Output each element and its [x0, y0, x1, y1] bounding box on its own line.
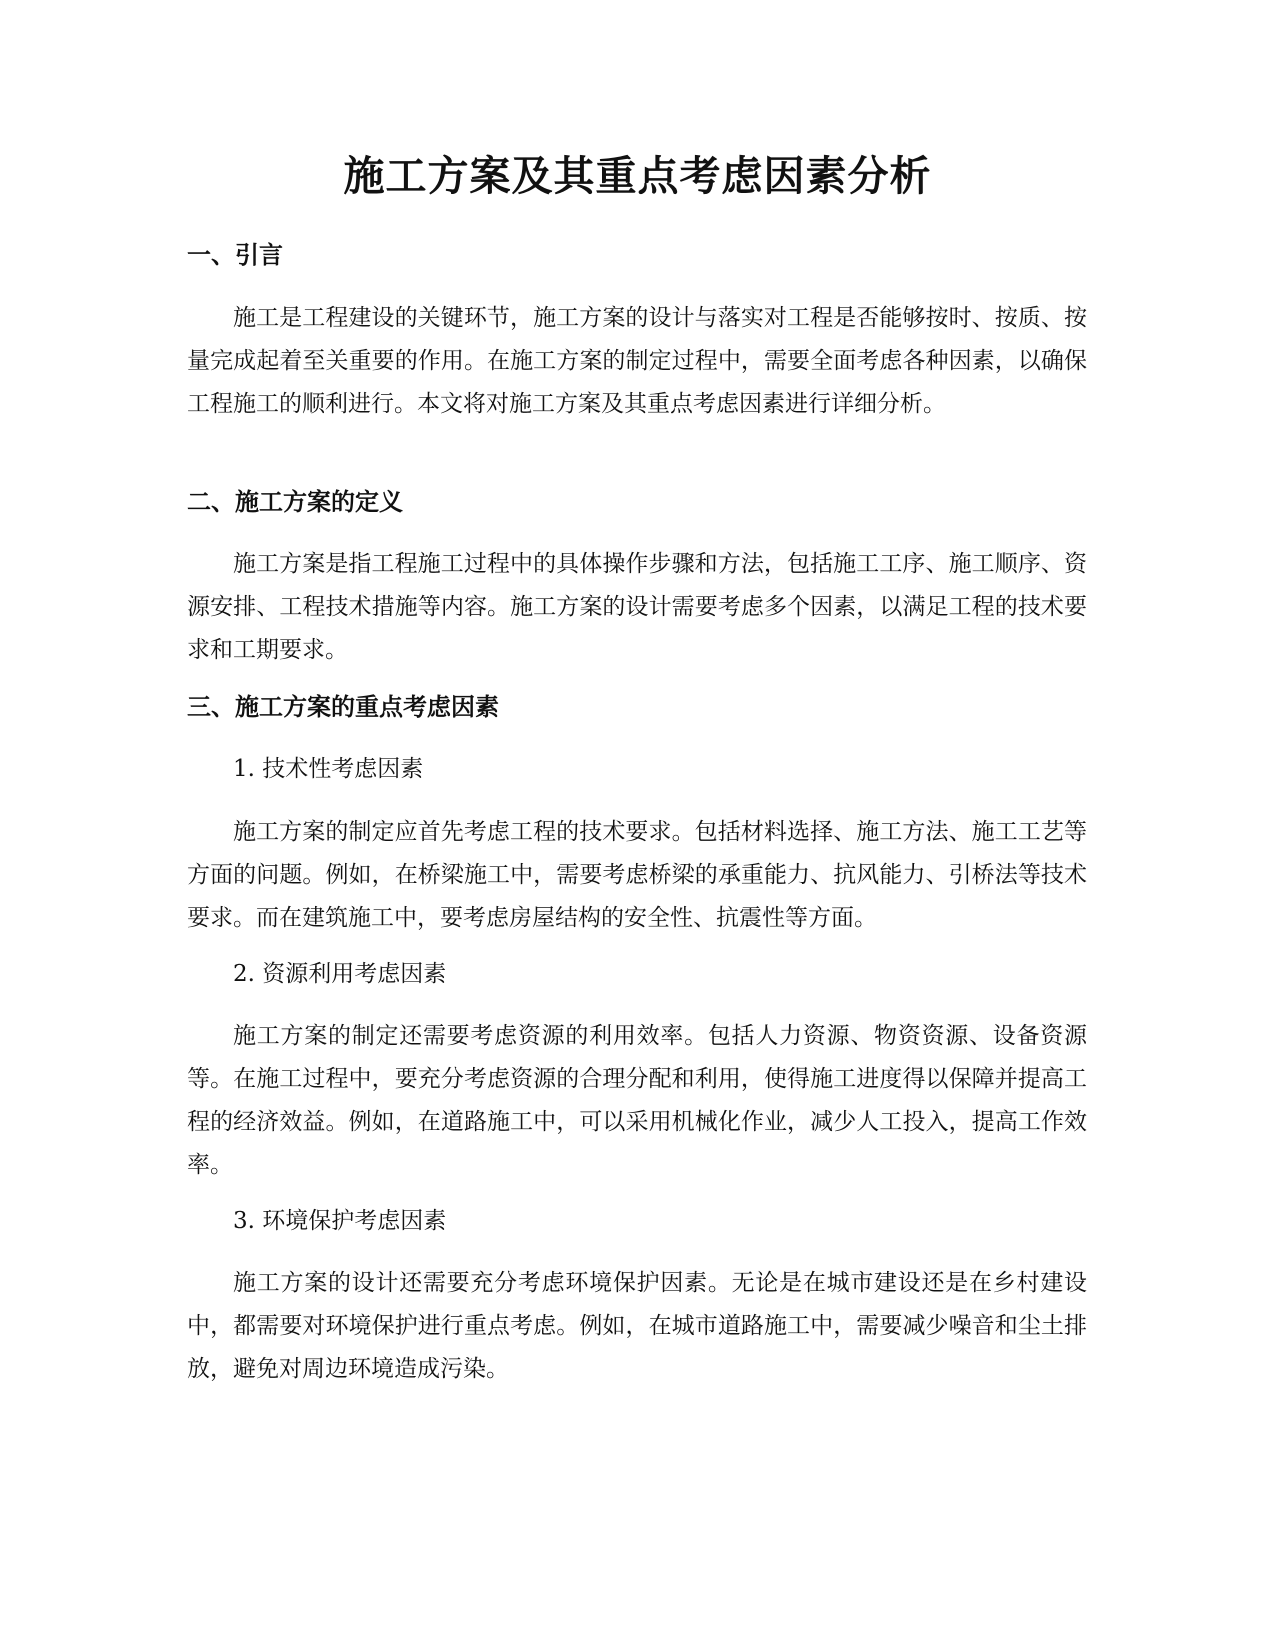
paragraph-definition: 施工方案是指工程施工过程中的具体操作步骤和方法，包括施工工序、施工顺序、资源安排、工程技术措施等内容。施工方案的设计需要考虑多个因素，以满足工程的技术要求和工期要求。	[187, 551, 1087, 663]
document-title: 施工方案及其重点考虑因素分析	[343, 152, 932, 200]
subheading-technical-factors: 1. 技术性考虑因素	[233, 756, 424, 782]
paragraph-introduction: 施工是工程建设的关键环节，施工方案的设计与落实对工程是否能够按时、按质、按量完成起着至关重要的作用。在施工方案的制定过程中，需要全面考虑各种因素，以确保工程施工的顺利进行。本文将对施工方案及其重点考虑因素进行详细分析。	[187, 305, 1087, 417]
section-heading-key-factors: 三、施工方案的重点考虑因素	[187, 693, 499, 721]
subheading-resource-factors: 2. 资源利用考虑因素	[233, 961, 447, 987]
paragraph-technical-factors: 施工方案的制定应首先考虑工程的技术要求。包括材料选择、施工方法、施工工艺等方面的问题。例如，在桥梁施工中，需要考虑桥梁的承重能力、抗风能力、引桥法等技术要求。而在建筑施工中，要考虑房屋结构的安全性、抗震性等方面。	[187, 819, 1087, 931]
paragraph-environment-factors: 施工方案的设计还需要充分考虑环境保护因素。无论是在城市建设还是在乡村建设中，都需要对环境保护进行重点考虑。例如，在城市道路施工中，需要减少噪音和尘土排放，避免对周边环境造成污染。	[187, 1270, 1087, 1382]
paragraph-resource-factors: 施工方案的制定还需要考虑资源的利用效率。包括人力资源、物资资源、设备资源等。在施工过程中，要充分考虑资源的合理分配和利用，使得施工进度得以保障并提高工程的经济效益。例如，在道路施工中，可以采用机械化作业，减少人工投入，提高工作效率。	[187, 1023, 1087, 1178]
section-heading-definition: 二、施工方案的定义	[187, 488, 403, 516]
section-heading-introduction: 一、引言	[187, 241, 283, 269]
subheading-environment-factors: 3. 环境保护考虑因素	[233, 1208, 447, 1234]
